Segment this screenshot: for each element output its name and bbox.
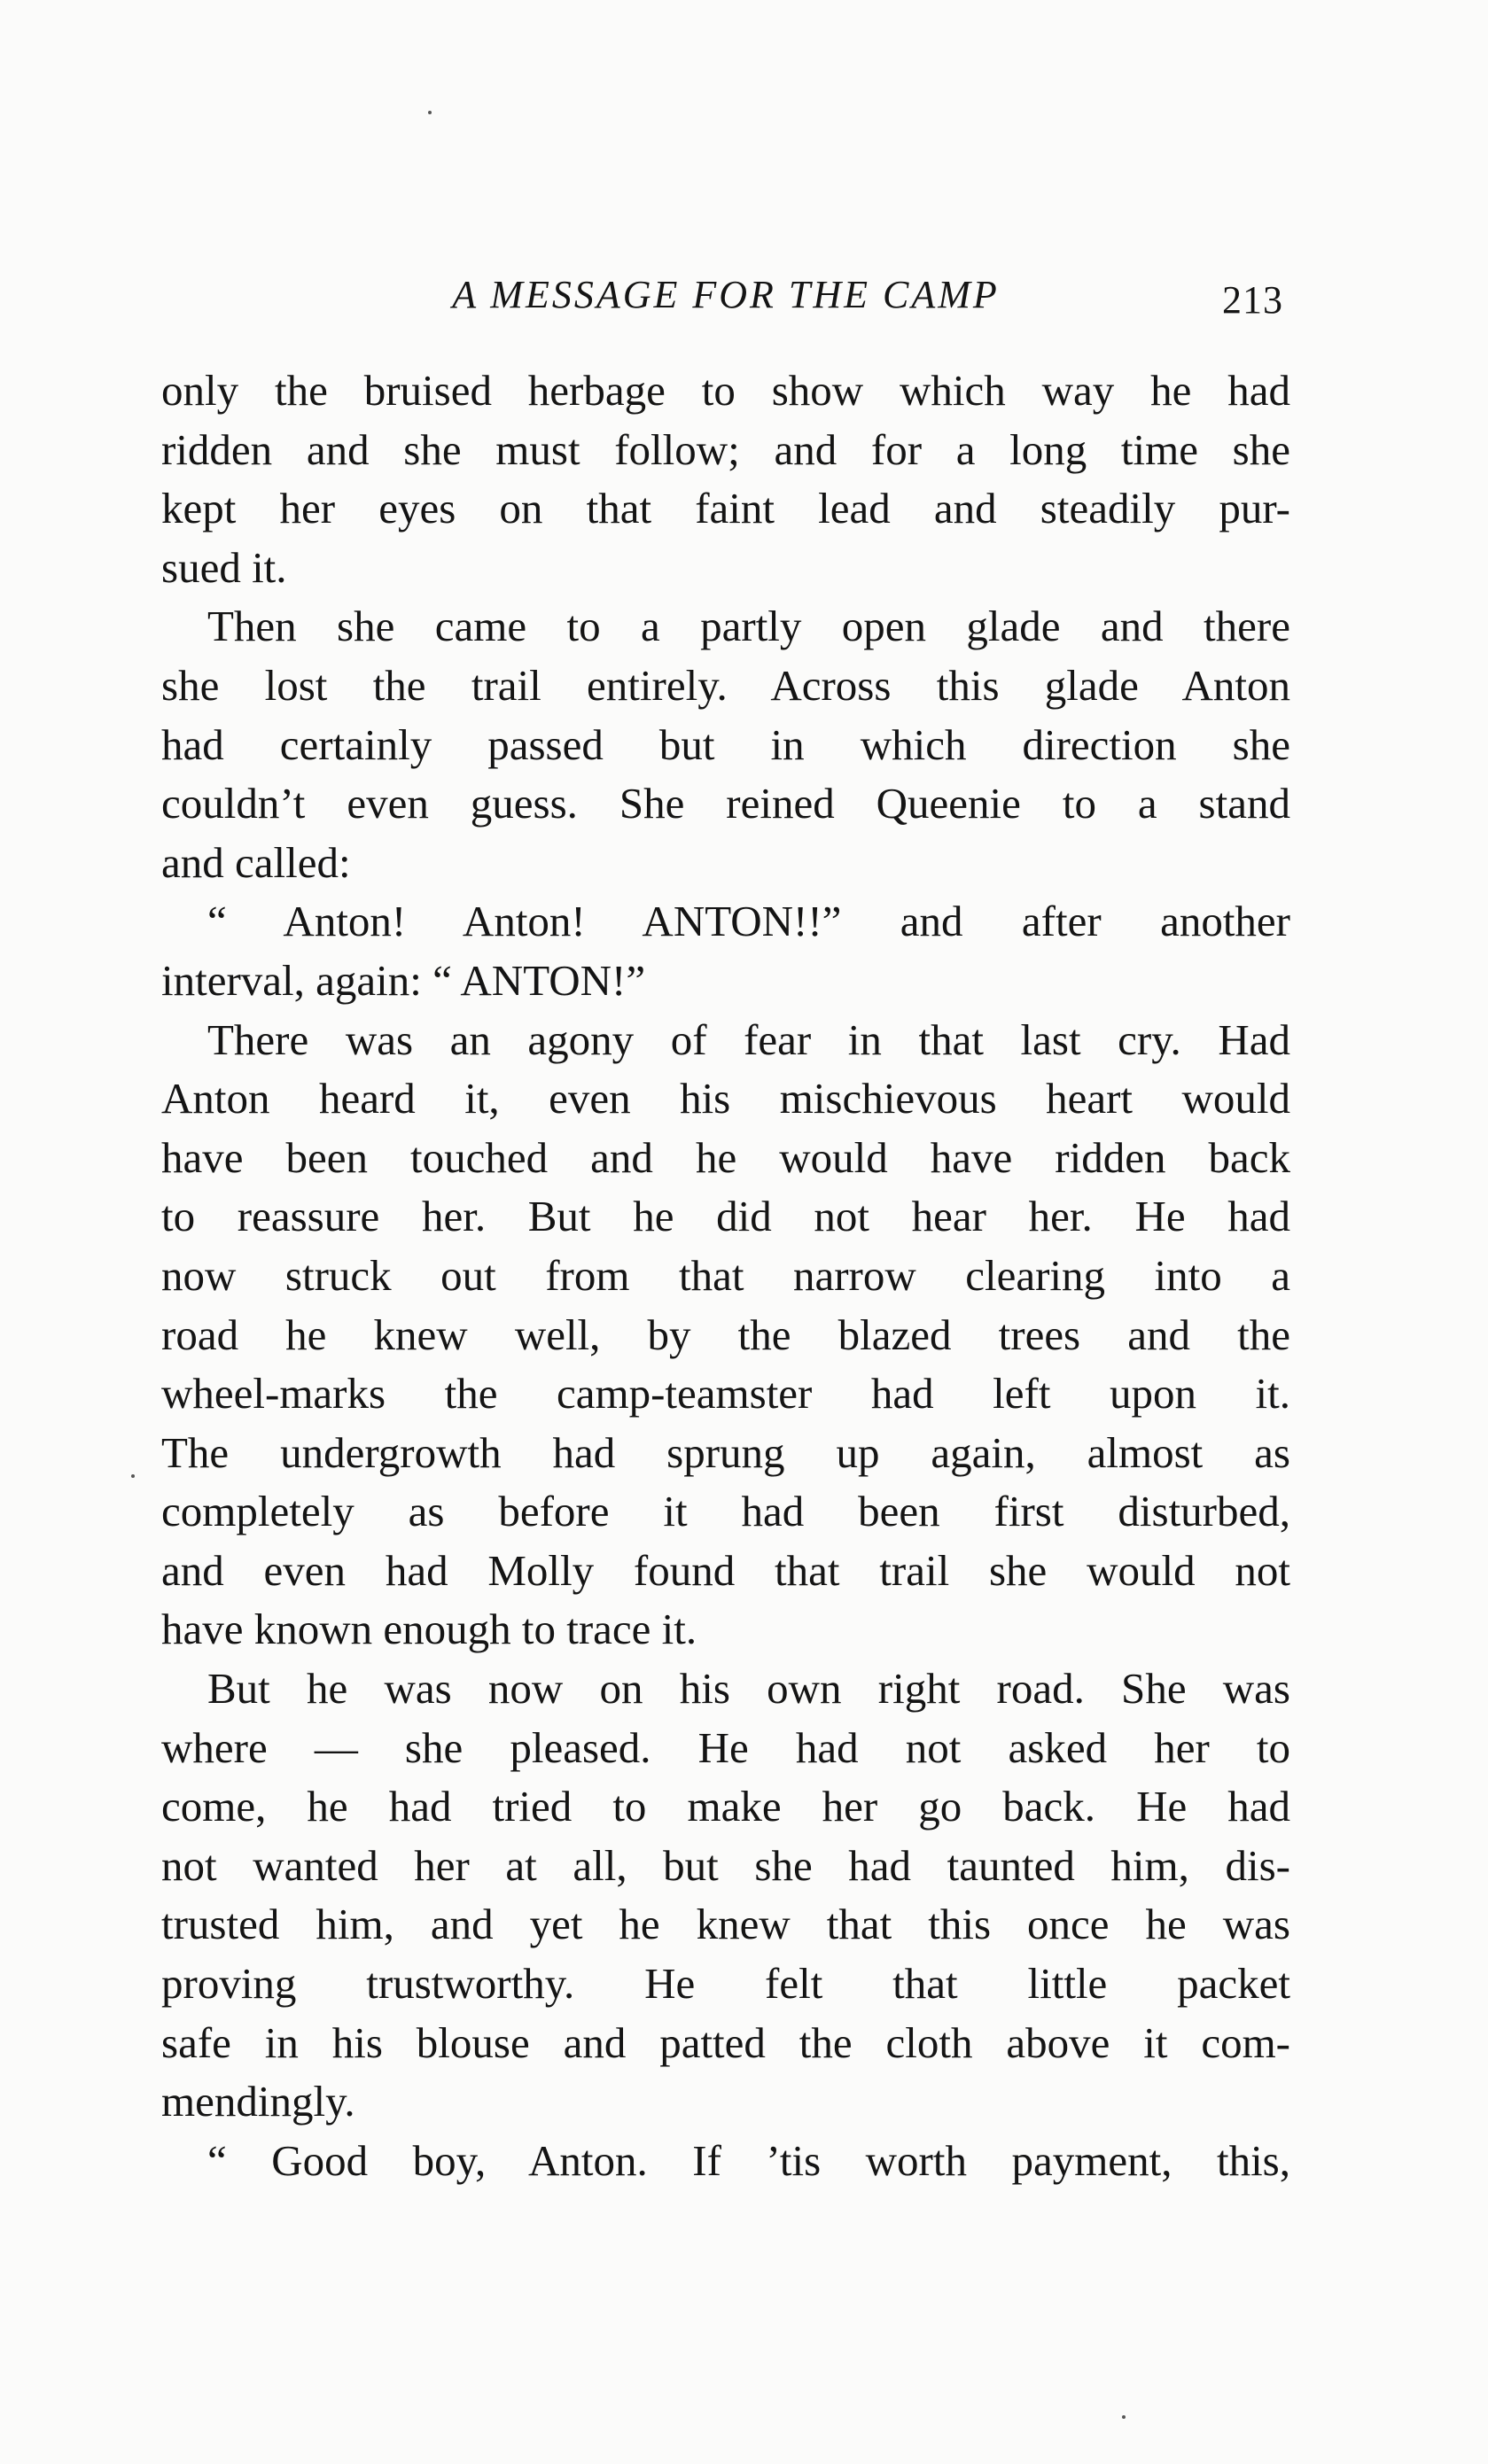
text-line: trusted him, and yet he knew that this once he was (161, 1900, 1290, 1949)
page-number: 213 (1222, 278, 1283, 322)
text-line: come, he had tried to make her go back. He had (161, 1782, 1290, 1831)
text-line: There was an agony of fear in that last cry. Had (207, 1014, 1290, 1064)
text-line: mendingly. (161, 2077, 355, 2126)
text-line: wheel-marks the camp-teamster had left upon it. (161, 1369, 1290, 1419)
text-line: “ Anton! Anton! ANTON!!” and after another (207, 897, 1290, 946)
text-line: to reassure her. But he did not hear her. He had (161, 1192, 1290, 1241)
paper-speck (1122, 2415, 1126, 2419)
text-line: had certainly passed but in which direction she (161, 719, 1290, 769)
text-line: proving trustworthy. He felt that little packet (161, 1959, 1290, 2009)
paper-speck (131, 1474, 135, 1478)
text-line: ridden and she must follow; and for a long time she (161, 424, 1290, 474)
body-text (161, 361, 1290, 2190)
text-line: “ Good boy, Anton. If ’tis worth payment, this, (207, 2135, 1290, 2185)
running-head (161, 264, 1290, 326)
text-line: she lost the trail entirely. Across this glade Anton (161, 660, 1290, 710)
text-line: where — she pleased. He had not asked her to (161, 1722, 1290, 1772)
text-line: road he knew well, by the blazed trees and the (161, 1310, 1290, 1359)
text-line: completely as before it had been first disturbed, (161, 1487, 1290, 1536)
text-line: only the bruised herbage to show which way he had (161, 366, 1290, 415)
text-line: and even had Molly found that trail she would not (161, 1545, 1290, 1595)
text-line: Then she came to a partly open glade and there (207, 602, 1290, 651)
text-line: now struck out from that narrow clearing into a (161, 1250, 1290, 1300)
text-line: kept her eyes on that faint lead and steadily pur- (161, 484, 1290, 533)
text-line: have been touched and he would have ridden back (161, 1132, 1290, 1182)
paper-speck (428, 111, 432, 114)
text-line: couldn’t even guess. She reined Queenie to a stand (161, 779, 1290, 828)
text-line: The undergrowth had sprung up again, almost as (161, 1427, 1290, 1477)
text-line: sued it. (161, 542, 287, 592)
text-line: Anton heard it, even his mischievous heart would (161, 1074, 1290, 1123)
text-line: have known enough to trace it. (161, 1605, 697, 1654)
text-line: and called: (161, 837, 351, 887)
running-title: A MESSAGE FOR THE CAMP (452, 273, 1000, 316)
text-line: But he was now on his own right road. She was (207, 1664, 1290, 1714)
text-line: safe in his blouse and patted the cloth above it com- (161, 2017, 1290, 2067)
text-line: not wanted her at all, but she had taunted him, dis- (161, 1840, 1290, 1890)
text-line: interval, again: “ ANTON!” (161, 955, 646, 1005)
